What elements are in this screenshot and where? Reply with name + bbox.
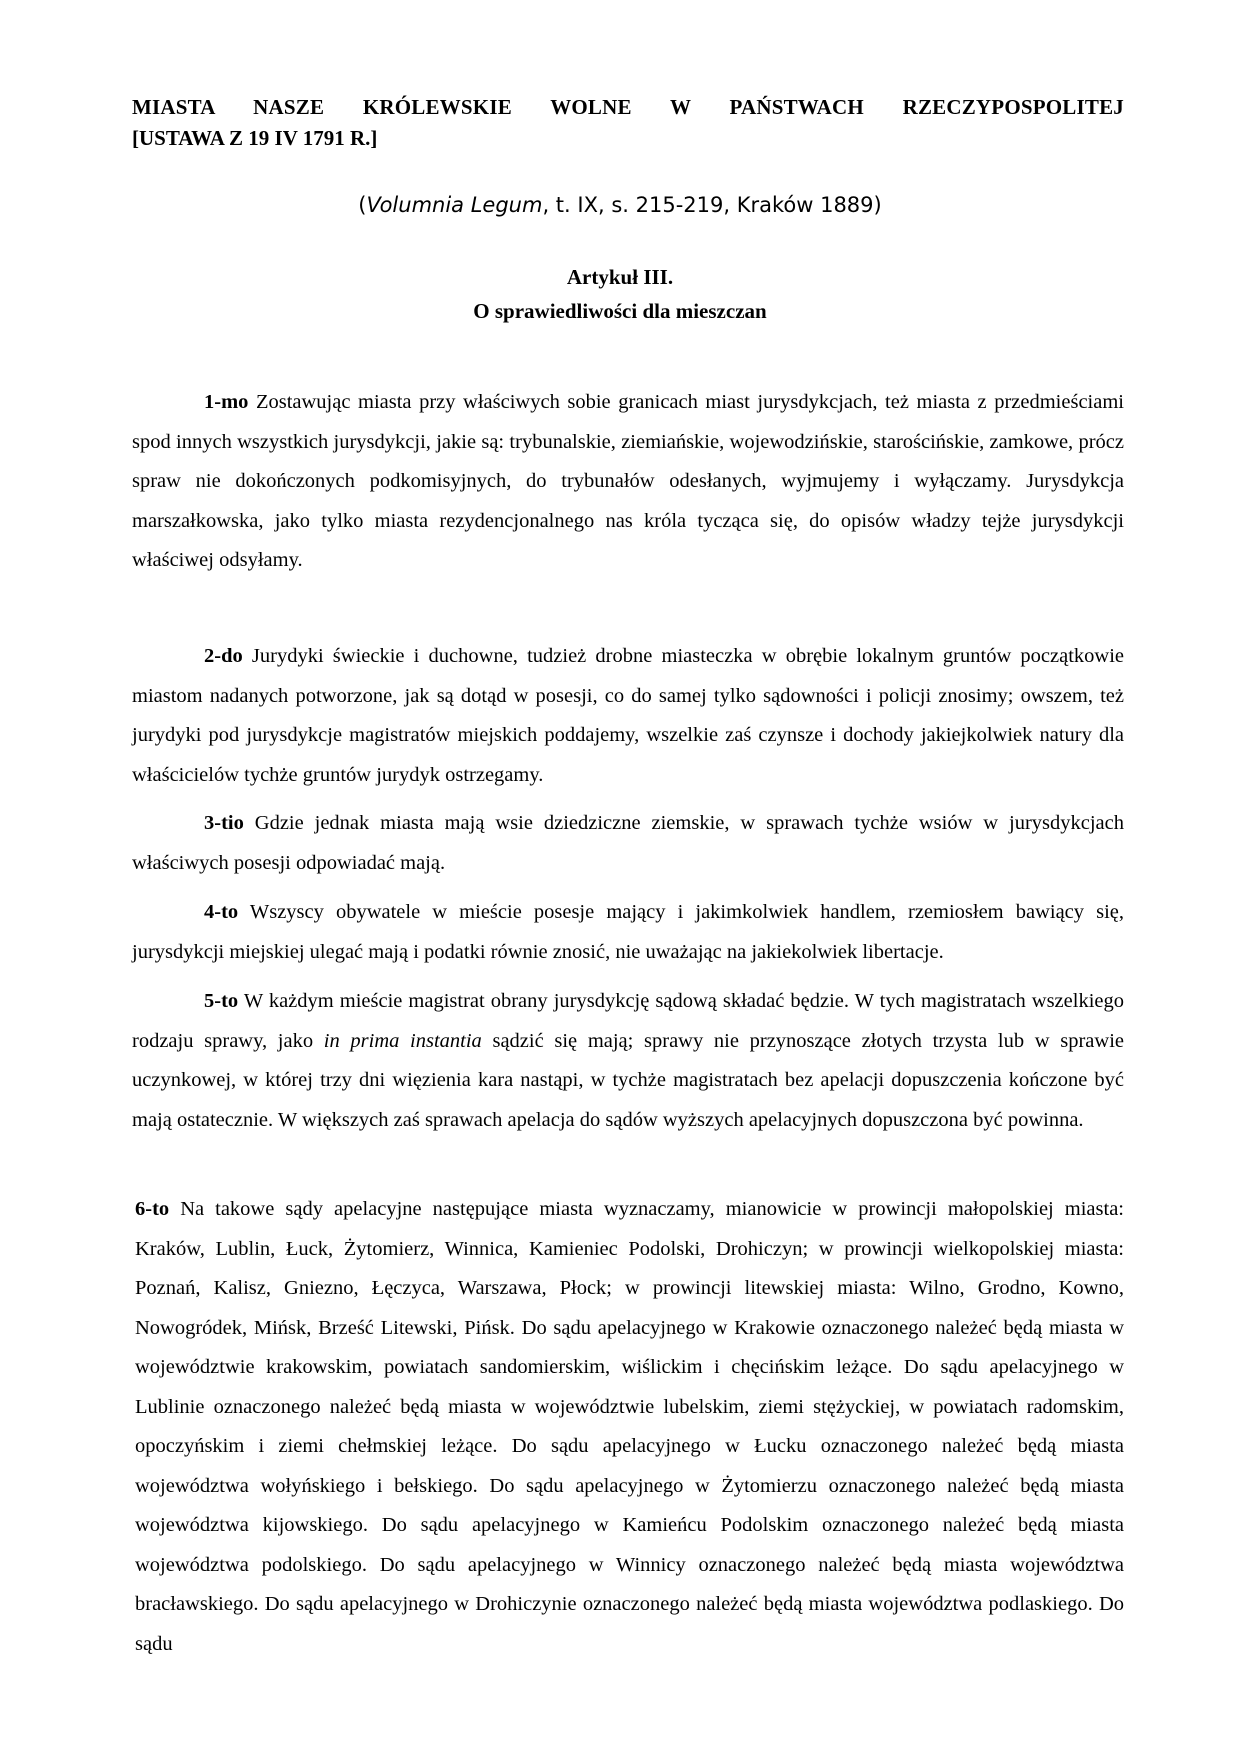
source-citation [0,190,1240,220]
paragraph-3 [132,804,1124,883]
paragraph-5 [132,982,1124,1140]
paragraph-text: Jurydyki świeckie i duchowne, tudzież drobne miasteczka w obrębie lokalnym gruntów początkowie miastom nadanych potworzone, jak są dotąd w posesji, co do samej tylko sądowności i policji znosimy; owszem, też jurydyki pod jurysdykcje magistratów miejskich poddajemy, wszelkie zaś czynsze i dochody jakiejkolwiek natury dla właścicielów tychże gruntów jurydyk ostrzegamy. [132,645,1124,786]
paragraph-text: W każdym mieście magistrat obrany jurysdykcję sądową składać będzie. W tych magistratach wszelkiego rodzaju sprawy, jako [132,990,1124,1052]
paragraph-text: Zostawując miasta przy właściwych sobie granicach miast jurysdykcjach, też miasta z przedmieściami spod innych wszystkich jurysdykcji, jakie są: trybunalskie, ziemiańskie, wojewodzińskie, starościńskie, zamkowe, prócz spraw nie dokończonych podkomisyjnych, do trybunałów odesłanych, wyjmujemy i wyłączamy. Jurysdykcja marszałkowska, jako tylko miasta rezydencjonalnego nas króla tycząca się, do opisów władzy tejże jurysdykcji właściwej odsyłamy. [132,391,1124,571]
citation-rest: , t. IX, s. 215-219, Kraków 1889) [542,193,882,217]
paragraph-label: 1-mo [204,391,249,413]
paragraph-4 [132,893,1124,972]
paragraph-6 [132,1190,1124,1664]
citation-open: ( [358,193,367,217]
paragraph-1 [132,383,1124,581]
article-number: Artykuł III. [566,265,674,289]
citation-italic: Volumnia Legum [366,193,543,217]
paragraph-text: Wszyscy obywatele w mieście posesje mający i jakimkolwiek handlem, rzemiosłem bawiący się, jurysdykcji miejskiej ulegać mają i podatki równie znosić, nie uważając na jakiekolwiek libertacje. [132,901,1124,963]
paragraph-text: Gdzie jednak miasta mają wsie dziedziczne ziemskie, w sprawach tychże wsiów w jurysdykcjach właściwych posesji odpowiadać mają. [132,812,1124,874]
paragraph-label: 3-tio [204,812,244,834]
document-title-line1: MIASTA NASZE KRÓLEWSKIE WOLNE W PAŃSTWACH RZECZYPOSPOLITEJ [132,95,1124,119]
paragraph-text: Na takowe sądy apelacyjne następujące miasta wyznaczamy, mianowicie w prowincji małopolskiej miasta: Kraków, Lublin, Łuck, Żytomierz, Winnica, Kamieniec Podolski, Drohiczyn; w prowincji wielkopolskiej miasta: Poznań, Kalisz, Gniezno, Łęczyca, Warszawa, Płock; w prowincji litewskiej miasta: Wilno, Grodno, Kowno, Nowogródek, Mińsk, Brześć Litewski, Pińsk. Do sądu apelacyjnego w Krakowie oznaczonego należeć będą miasta w województwie krakowskim, powiatach sandomierskim, wiślickim i chęcińskim leżące. Do sądu apelacyjnego w Lublinie oznaczonego należeć będą miasta w województwie lubelskim, ziemi stężyckiej, w powiatach radomskim, opoczyńskim i ziemi chełmskiej leżące. Do sądu apelacyjnego w Łucku oznaczonego należeć będą miasta województwa wołyńskiego i bełskiego. Do sądu apelacyjnego w Żytomierzu oznaczonego należeć będą miasta województwa kijowskiego. Do sądu apelacyjnego w Kamieńcu Podolskim oznaczonego należeć będą miasta województwa podolskiego. Do sądu apelacyjnego w Winnicy oznaczonego należeć będą miasta województwa bracławskiego. Do sądu apelacyjnego w Drohiczynie oznaczonego należeć będą miasta województwa podlaskiego. Do sądu [135,1198,1124,1655]
paragraph-italic: in prima instantia [323,1029,482,1052]
paragraph-label: 4-to [204,901,239,923]
paragraph-text: sądzić się mają; sprawy nie przynoszące złotych trzysta lub w sprawie uczynkowej, w której trzy dni więzienia kara nastąpi, w tychże magistratach bez apelacji dopuszczenia kończone być mają ostatecznie. W większych zaś sprawach apelacja do sądów wyższych apelacyjnych dopuszczona być powinna. [132,1029,1124,1131]
paragraph-label: 5-to [204,990,239,1012]
article-subtitle: O sprawiedliwości dla mieszczan [473,299,767,323]
paragraph-label: 6-to [135,1198,170,1220]
paragraph-label: 2-do [204,645,243,667]
document-title-line2: [USTAWA Z 19 IV 1791 R.] [132,126,378,150]
paragraph-2 [132,637,1124,795]
